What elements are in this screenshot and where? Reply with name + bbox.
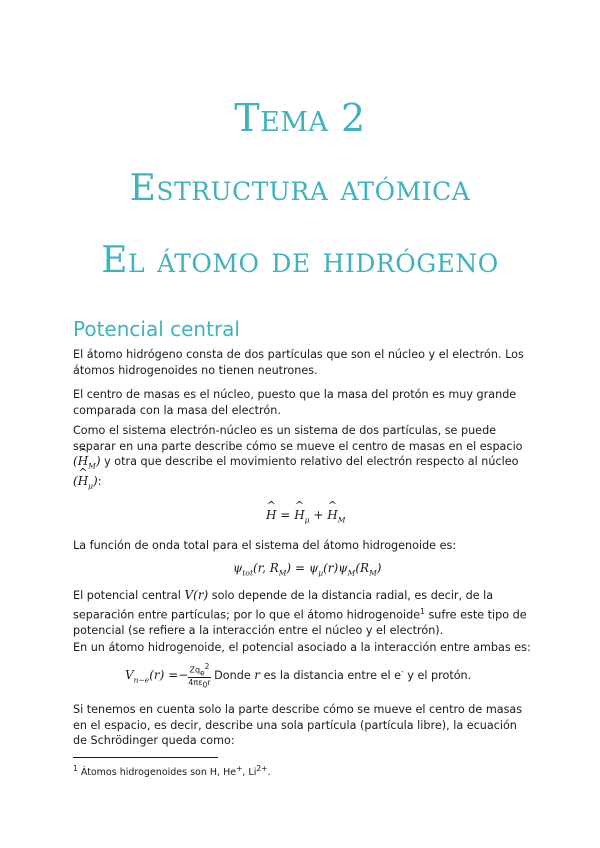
section-title: Estructura atómica: [129, 168, 471, 209]
footnote-divider: [73, 757, 218, 758]
footnote-ref: 1: [420, 606, 425, 616]
potential-equation-line: $V_{n-e}(r)$ =− $\frac{Zq_e^2}{4\pi\varepsilon_0r}$ Donde r es la distancia entre el e- y el protón.: [125, 662, 472, 690]
chapter-title: Tema 2: [234, 96, 366, 140]
paragraph-2: El centro de masas es el núcleo, puesto que la masa del protón es muy grande comparada con la masa del electrón.: [73, 388, 517, 417]
subsection-title: El átomo de hidrógeno: [101, 240, 499, 281]
paragraph-8: Si tenemos en cuenta solo la parte describe cómo se mueve el centro de masas en el espacio, es decir, describe una sola partícula (partícula libre), la ecuación de Schrödinger queda como:: [73, 703, 523, 748]
hmu-symbol: (^ $H_\mu$): [73, 474, 98, 488]
paragraph-5: El potencial central V(r) solo depende de la distancia radial, es decir, de la separación entre partículas; por lo que el átomo hidrogenoide$^1$ sufre este tipo de potencial (se refiere a la interacción entre el núcleo y el electrón).: [73, 588, 527, 637]
paragraph-1: El átomo hidrógeno consta de dos partículas que son el núcleo y el electrón. Los átomos hidrogenoides no tienen neutrones.: [73, 348, 524, 377]
wavefunction-equation: $\psi_{tot}(r$, $R_M) = \psi_\mu(r)\psi_M(R_M)$: [233, 561, 382, 578]
v-of-r: V(r): [184, 588, 209, 602]
heading-potencial-central: Potencial central: [73, 317, 240, 341]
paragraph-4: La función de onda total para el sistema del átomo hidrogenoide es:: [73, 539, 457, 552]
paragraph-6: En un átomo hidrogenoide, el potencial asociado a la interacción entre ambas es:: [73, 641, 531, 654]
p3-text-b: y otra que describe el movimiento relativo del electrón respecto al núcleo: [104, 455, 519, 469]
footnote: $^1$ Átomos hidrogenoides son H, He+, $Li^{2+}$.: [73, 764, 271, 779]
p3-text-a: Como el sistema electrón-núcleo es un sistema de dos partículas, se puede separar en una parte describe cómo se mueve el centro de masas en el espacio: [73, 424, 523, 453]
paragraph-3: Como el sistema electrón-núcleo es un sistema de dos partículas, se puede separar en una parte describe cómo se mueve el centro de masas en el espacio (^ $H_M$) y otra que describe el movimiento relativo del electrón respecto al núcleo (^ $H_\mu$):: [73, 423, 533, 494]
hamiltonian-equation: ^ H = ^ $H_\mu$ + ^ $H_M$: [266, 508, 345, 524]
hm-symbol: (^ $H_M$): [73, 454, 101, 468]
potential-fraction: $\frac{Zq_e^2}{4\pi\varepsilon_0r}$: [188, 662, 211, 690]
